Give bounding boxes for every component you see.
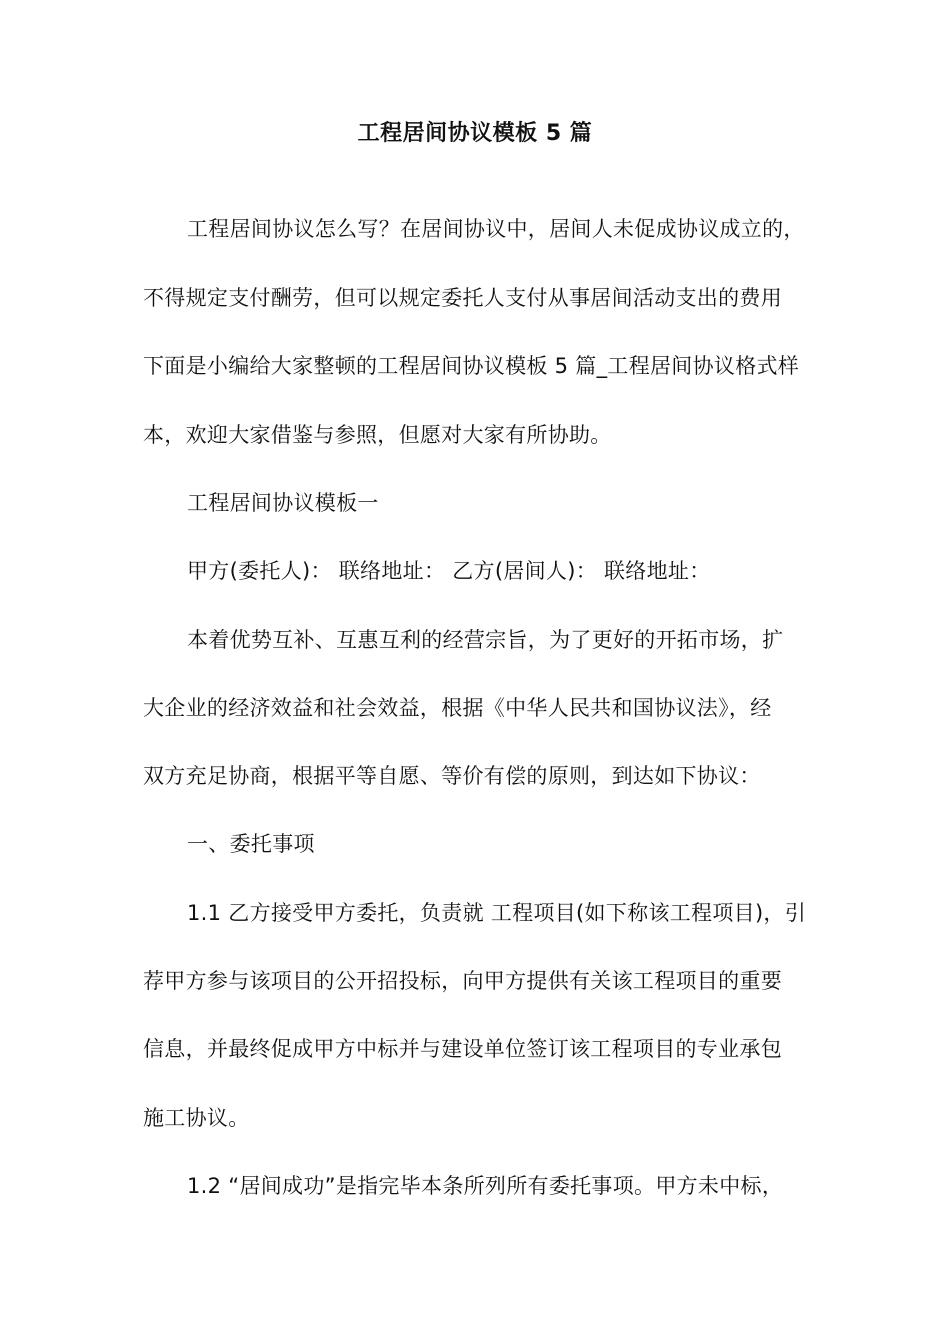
paragraph-line: 甲方(委托人)： 联络地址： 乙方(居间人)： 联络地址：	[187, 559, 711, 583]
section-heading: 一、委托事项	[187, 832, 315, 856]
paragraph-line: 荐甲方参与该项目的公开招投标，向甲方提供有关该工程项目的重要	[143, 969, 782, 993]
paragraph-line: 下面是小编给大家整顿的工程居间协议模板 5 篇_工程居间协议格式样	[143, 354, 800, 378]
paragraph-line: 大企业的经济效益和社会效益，根据《中华人民共和国协议法》，经	[143, 696, 772, 720]
paragraph-line: 信息，并最终促成甲方中标并与建设单位签订该工程项目的专业承包	[143, 1037, 782, 1061]
paragraph-line: 1.2 “居间成功”是指完毕本条所列所有委托事项。甲方未中标，	[187, 1174, 784, 1198]
paragraph-line: 施工协议。	[143, 1106, 250, 1130]
paragraph-line: 双方充足协商，根据平等自愿、等价有偿的原则，到达如下协议：	[143, 764, 761, 788]
section-heading: 工程居间协议模板一	[187, 491, 379, 515]
paragraph-line: 工程居间协议怎么写？在居间协议中，居间人未促成协议成立的，	[187, 217, 805, 241]
document-title: 工程居间协议模板 5 篇	[357, 121, 593, 146]
paragraph-line: 本着优势互补、互惠互利的经营宗旨，为了更好的开拓市场，扩	[187, 628, 784, 652]
paragraph-line: 本，欢迎大家借鉴与参照，但愿对大家有所协助。	[143, 423, 612, 447]
paragraph-line: 不得规定支付酬劳，但可以规定委托人支付从事居间活动支出的费用	[143, 286, 782, 310]
paragraph-line: 1.1 乙方接受甲方委托，负责就 工程项目(如下称该工程项目)，引	[187, 901, 807, 925]
